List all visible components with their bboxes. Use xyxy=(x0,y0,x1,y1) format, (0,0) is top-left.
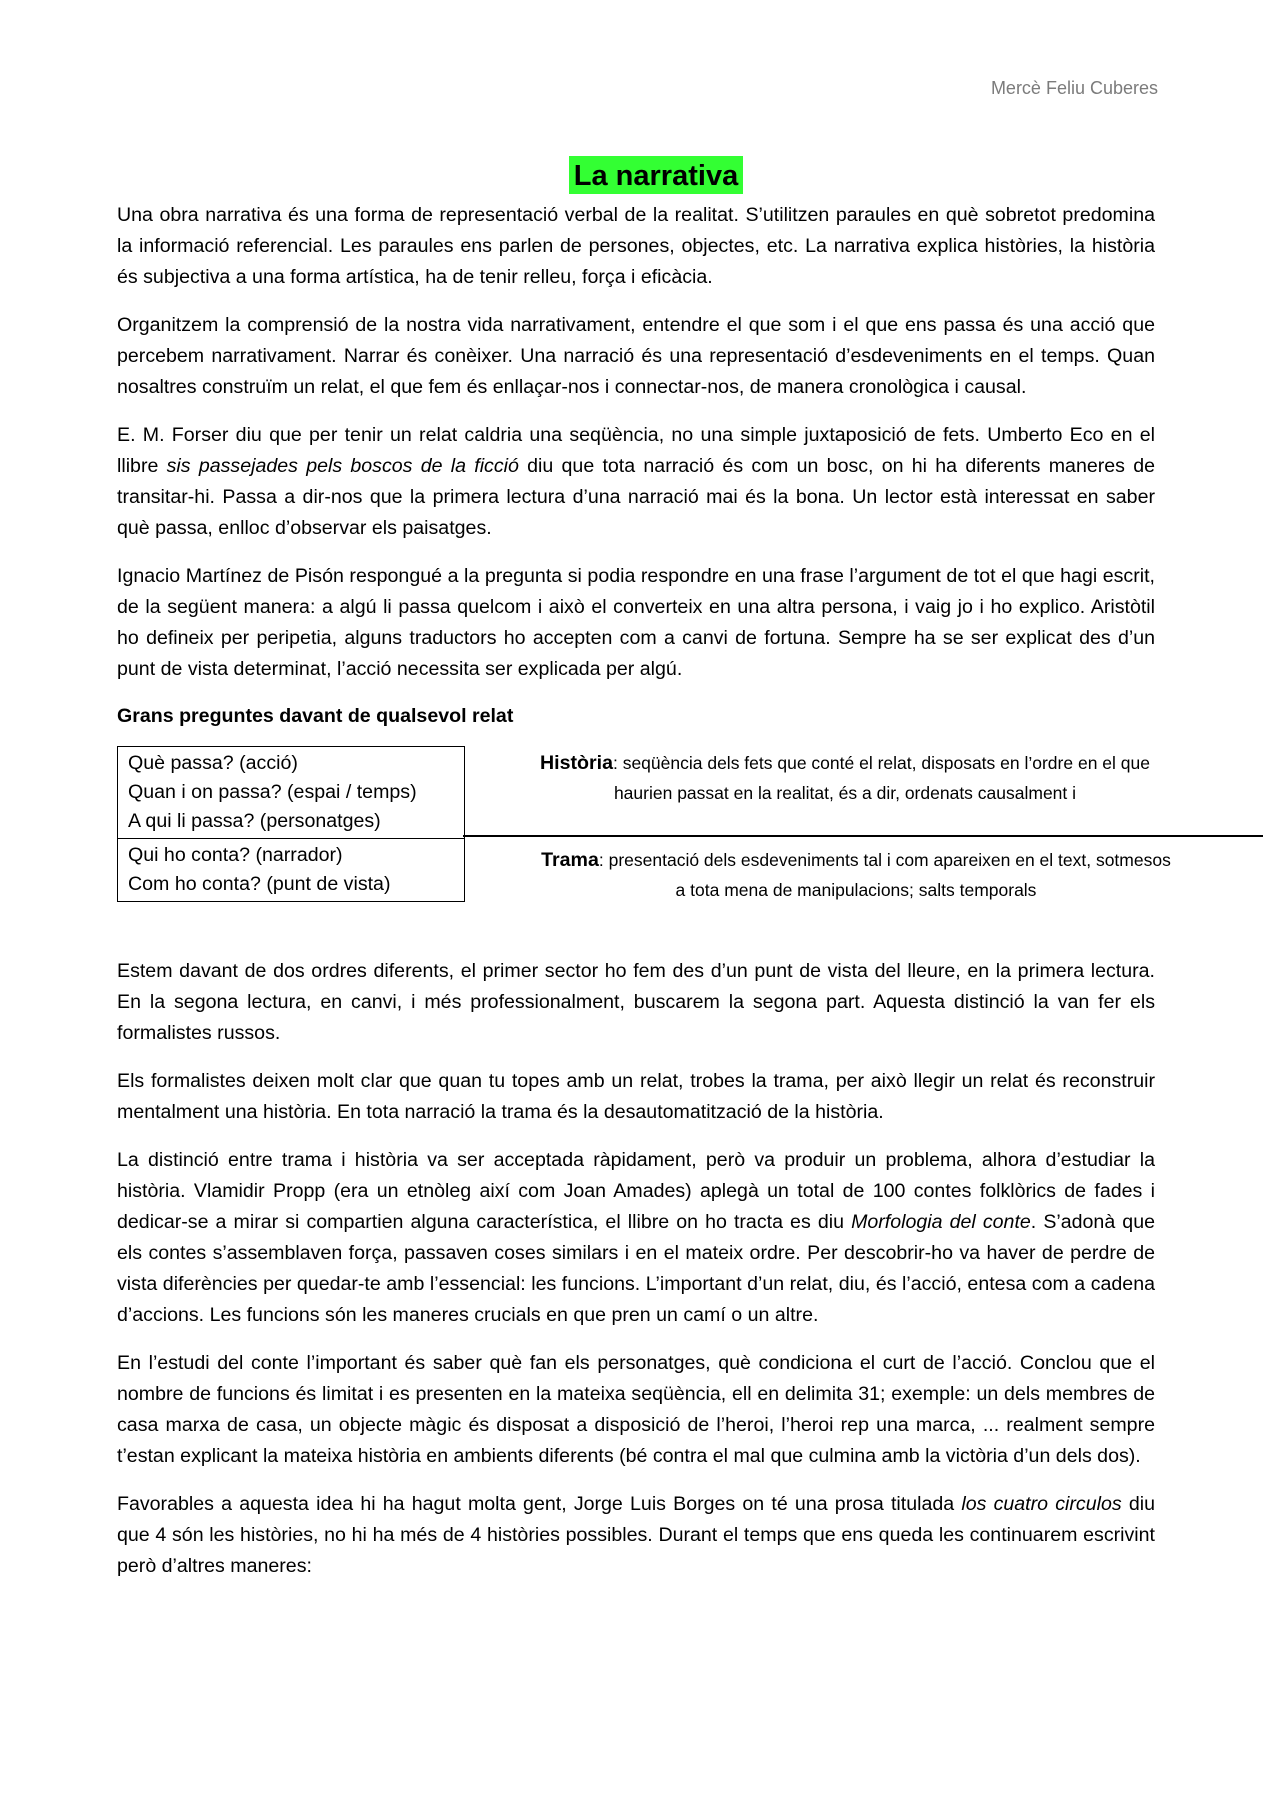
section-heading: Grans preguntes davant de qualsevol relat xyxy=(117,705,514,727)
p7-text-a: La distinció entre trama i història va ser acceptada ràpidament, però va produir un problema, alhora d’estudiar la història. Vlamidir Propp (era un etnòleg així com Joan Amades) aplegà un total de 100 contes folklòrics de fades i dedicar-se a mirar si compartien alguna característica, el llibre on ho tracta es diu xyxy=(117,1149,1155,1233)
diagram-divider xyxy=(463,835,1263,837)
paragraph-7 xyxy=(117,1145,1155,1331)
p3-text-a: E. M. Forser diu que per tenir un relat caldria una seqüència, no una simple juxtaposició de fets. Umberto Eco en el llibre xyxy=(117,424,1155,477)
p3-text-b: diu que tota narració és com un bosc, on hi ha diferents maneres de transitar-hi. Passa a dir-nos que la primera lectura d’una narració mai és la bona. Un lector està interessat en saber què passa, enlloc d’observar els paisatges. xyxy=(117,455,1155,539)
book-title-propp: Morfologia del conte xyxy=(851,1211,1031,1233)
question-item: Com ho conta? (punt de vista) xyxy=(128,873,391,895)
question-item: Quan i on passa? (espai / temps) xyxy=(128,781,417,803)
document-body xyxy=(117,156,1171,1599)
paragraph-1: Una obra narrativa és una forma de representació verbal de la realitat. S’utilitzen paraules en què sobretot predomina la informació referencial. Les paraules ens parlen de persones, objectes, etc. La narrativa explica històries, la història és subjectiva a una forma artística, ha de tenir relleu, força i eficàcia. xyxy=(117,204,1155,288)
question-item: Qui ho conta? (narrador) xyxy=(128,844,343,866)
question-item: A qui li passa? (personatges) xyxy=(128,810,381,832)
definition-trama xyxy=(537,845,1175,905)
title-wrapper xyxy=(157,156,1155,194)
questions-group-trama xyxy=(118,838,464,901)
definition-term: Trama xyxy=(541,849,599,871)
definition-text: : presentació dels esdeveniments tal i com apareixen en el text, sotmesos a tota mena de manipulacions; salts temporals xyxy=(598,850,1171,900)
paragraph-3 xyxy=(117,420,1155,544)
definition-text: : seqüència dels fets que conté el relat, disposats en l’ordre en el que haurien passat en la realitat, és a dir, ordenats causalment i xyxy=(612,753,1150,803)
paragraph-4: Ignacio Martínez de Pisón respongué a la pregunta si podia respondre en una frase l’argument de tot el que hagi escrit, de la següent manera: a algú li passa quelcom i això el converteix en una altra persona, i vaig jo i ho explico. Aristòtil ho defineix per peripetia, alguns traductors ho accepten com a canvi de fortuna. Sempre ha se ser explicat des d’un punt de vista determinat, l’acció necessita ser explicada per algú. xyxy=(117,565,1155,680)
p9-text-a: Favorables a aquesta idea hi ha hagut molta gent, Jorge Luis Borges on té una prosa titulada xyxy=(117,1493,962,1515)
questions-group-historia xyxy=(118,747,464,838)
paragraph-2: Organitzem la comprensió de la nostra vida narrativament, entendre el que som i el que ens passa és una acció que percebem narrativament. Narrar és conèixer. Una narració és una representació d’esdeveniments en el temps. Quan nosaltres construïm un relat, el que fem és enllaçar-nos i connectar-nos, de manera cronològica i causal. xyxy=(117,314,1155,398)
questions-diagram xyxy=(117,746,1171,926)
paragraph-8: En l’estudi del conte l’important és saber què fan els personatges, què condiciona el curt de l’acció. Conclou que el nombre de funcions és limitat i es presenten en la mateixa seqüència, ell en delimita 31; exemple: un dels membres de casa marxa de casa, un objecte màgic és disposat a disposició de l’heroi, l’heroi rep una marca, ... realment sempre t’estan explicant la mateixa història en ambients diferents (bé contra el mal que culmina amb la victòria d’un dels dos). xyxy=(117,1352,1155,1467)
definition-historia xyxy=(512,748,1178,808)
question-item: Què passa? (acció) xyxy=(128,752,298,774)
p9-text-b: diu que 4 són les històries, no hi ha més de 4 històries possibles. Durant el temps que ens queda les continuarem escrivint però d’altres maneres: xyxy=(117,1493,1155,1577)
paragraph-5: Estem davant de dos ordres diferents, el primer sector ho fem des d’un punt de vista del lleure, en la primera lectura. En la segona lectura, en canvi, i més professionalment, buscarem la segona part. Aquesta distinció la van fer els formalistes russos. xyxy=(117,960,1155,1044)
p7-text-b: . S’adonà que els contes s’assemblaven força, passaven coses similars i en el mateix ordre. Per descobrir-ho va haver de perdre de vista diferències per quedar-te amb l’essencial: les funcions. L’important d’un relat, diu, és l’acció, entesa com a cadena d’accions. Les funcions són les maneres crucials en que pren un camí o un altre. xyxy=(117,1211,1155,1326)
definition-term: Història xyxy=(540,752,613,774)
page-title: La narrativa xyxy=(569,156,743,194)
book-title-borges: los cuatro circulos xyxy=(961,1493,1122,1515)
book-title-eco: sis passejades pels boscos de la ficció xyxy=(166,455,519,477)
author-name: Mercè Feliu Cuberes xyxy=(990,78,1158,98)
paragraph-6: Els formalistes deixen molt clar que quan tu topes amb un relat, trobes la trama, per això llegir un relat és reconstruir mentalment una història. En tota narració la trama és la desautomatització de la història. xyxy=(117,1070,1155,1123)
questions-box xyxy=(117,746,465,902)
paragraph-9 xyxy=(117,1489,1155,1582)
